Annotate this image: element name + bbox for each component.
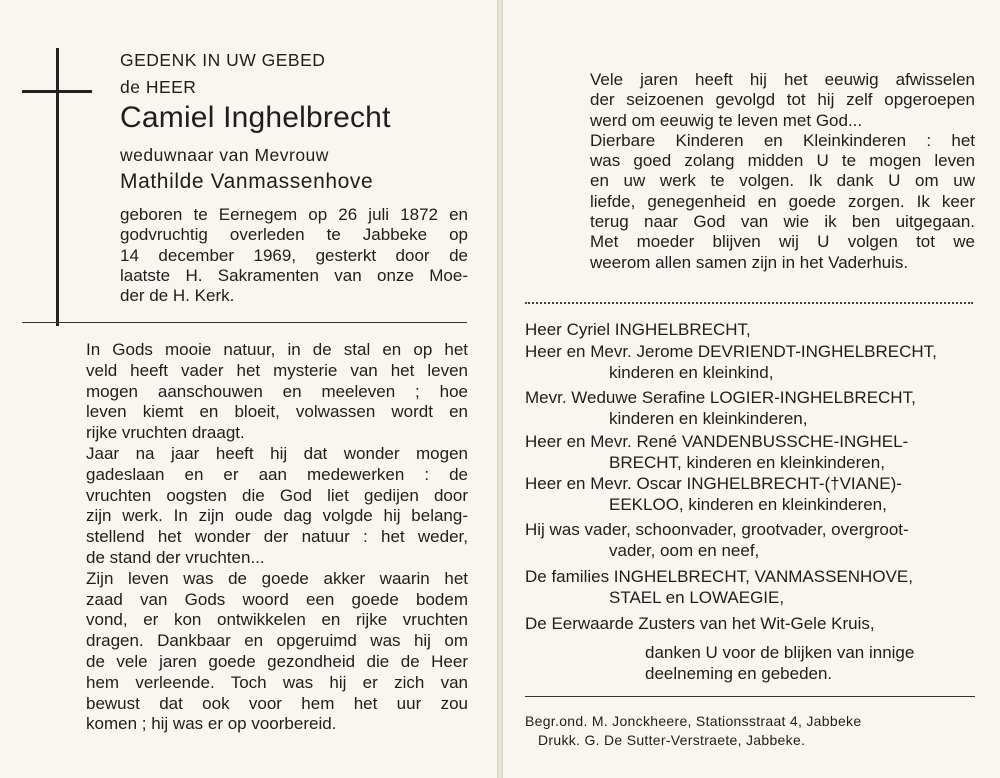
right-page	[503, 0, 1000, 778]
mourner-line: STAEL en LOWAEGIE,	[609, 588, 785, 607]
mourner-entry	[525, 566, 975, 608]
body-line: vond, er kon ontwikkelen en rijke vruchten	[86, 610, 468, 630]
undertaker-line: Begr.ond. M. Jonckheere, Stationsstraat 4, Jabbeke	[525, 713, 862, 729]
mourner-entry	[525, 319, 751, 340]
cross-arm	[22, 90, 92, 93]
body-line: werd om eeuwig te leven met God...	[590, 110, 863, 130]
left-page	[0, 0, 497, 778]
body-paragraph-right	[590, 70, 975, 273]
body-line: liefde, genegenheid en goede zorgen. Ik keer	[590, 191, 975, 211]
mourner-line: Heer en Mevr. René VANDENBUSSCHE-INGHEL-	[525, 432, 909, 451]
body-line: hem verleende. Toch was hij er zich van	[86, 672, 468, 692]
mourner-line: Heer en Mevr. Oscar INGHELBRECHT-(†VIANE)-	[525, 474, 902, 493]
mourner-line: vader, oom en neef,	[609, 541, 760, 560]
body-line: komen ; hij was er op voorbereid.	[86, 714, 337, 734]
body-line: Jaar na jaar heeft hij dat wonder mogen	[86, 443, 468, 463]
bio-line: laatste H. Sakramenten van onze Moe-	[120, 265, 468, 285]
mourner-line: De families INGHELBRECHT, VANMASSENHOVE,	[525, 567, 913, 586]
body-line: was goed zolang midden U te mogen leven	[590, 151, 975, 171]
bio-paragraph	[120, 205, 468, 306]
mourner-line: Mevr. Weduwe Serafine LOGIER-INGHELBRECHT,	[525, 388, 916, 407]
body-line: terug naar God van wie ik ben uitgegaan.	[590, 212, 975, 232]
body-line: zijn werk. In zijn oude dag volgde hij belang-	[86, 506, 468, 526]
remember-heading: GEDENK IN UW GEBED	[120, 50, 326, 70]
thanks-line: danken U voor de blijken van innige	[645, 643, 915, 662]
mourner-entry	[525, 473, 975, 515]
body-line: weerom allen samen zijn in het Vaderhuis.	[590, 252, 909, 272]
printer-line: Drukk. G. De Sutter-Verstraete, Jabbeke.	[538, 732, 806, 748]
body-line: der seizoenen gevolgd tot hij zelf opgeroepen	[590, 90, 975, 110]
mourner-line: De Eerwaarde Zusters van het Wit-Gele Kruis,	[525, 614, 875, 633]
body-line: dragen. Dankbaar en opgeruimd was hij om	[86, 631, 468, 651]
bio-line: geboren te Eernegem op 26 juli 1872 en	[120, 205, 468, 224]
divider	[22, 322, 467, 323]
mourner-line: Hij was vader, schoonvader, grootvader, overgroot-	[525, 520, 909, 539]
body-line: leven kiemt en bloeit, volwassen wordt en	[86, 402, 468, 422]
deceased-name: Camiel Inghelbrecht	[120, 101, 391, 134]
thanks-line: deelneming en gebeden.	[645, 664, 833, 683]
body-line: Vele jaren heeft hij het eeuwig afwisselen	[590, 70, 975, 89]
mourner-entry	[525, 519, 975, 561]
body-line: veld heeft vader het mysterie van het leven	[86, 360, 468, 380]
body-line: rijke vruchten draagt.	[86, 423, 245, 443]
mourner-line: kinderen en kleinkind,	[609, 363, 774, 382]
body-line: gadeslaan en er aan medewerken : de	[86, 464, 468, 484]
body-line: Met moeder blijven wij U volgen tot we	[590, 232, 975, 252]
body-line: mogen aanschouwen en meeleven ; hoe	[86, 381, 468, 401]
mourner-line: EEKLOO, kinderen en kleinkinderen,	[609, 495, 887, 514]
mourner-line: Heer Cyriel INGHELBRECHT,	[525, 320, 751, 339]
mourner-entry	[525, 387, 975, 429]
body-line: en uw werk te volgen. Ik dank U om uw	[590, 171, 975, 191]
body-line: de vele jaren goede gezondheid die de Heer	[86, 651, 468, 671]
body-line: bewust dat ook voor hem het uur zou	[86, 693, 468, 713]
mourner-entry	[525, 613, 975, 634]
body-line: de stand der vruchten...	[86, 547, 265, 567]
title-heer: de HEER	[120, 77, 197, 97]
body-line: Dierbare Kinderen en Kleinkinderen : het	[590, 130, 975, 150]
mourner-line: BRECHT, kinderen en kleinkinderen,	[609, 453, 885, 472]
bio-line: godvruchtig overleden te Jabbeke op	[120, 225, 468, 245]
body-paragraph-left	[86, 340, 468, 735]
divider	[525, 696, 975, 697]
widower-line: weduwnaar van Mevrouw	[120, 145, 329, 165]
body-line: stellend het wonder der natuur : het weder,	[86, 527, 468, 547]
mourner-line: Heer en Mevr. Jerome DEVRIENDT-INGHELBRECHT,	[525, 342, 937, 361]
bio-line: 14 december 1969, gesterkt door de	[120, 245, 468, 265]
printer-info	[525, 712, 861, 750]
body-line: vruchten oogsten die God liet gedijen door	[86, 485, 468, 505]
mourner-line: kinderen en kleinkinderen,	[609, 409, 808, 428]
thanks-block	[645, 642, 914, 684]
divider	[525, 302, 973, 304]
mourner-entry	[525, 431, 975, 473]
mourner-entry	[525, 341, 975, 383]
bio-line: der de H. Kerk.	[120, 286, 235, 306]
body-line: Zijn leven was de goede akker waarin het	[86, 568, 468, 588]
spouse-name: Mathilde Vanmassenhove	[120, 170, 374, 193]
body-line: In Gods mooie natuur, in de stal en op het	[86, 340, 468, 359]
body-line: zaad van Gods woord een goede bodem	[86, 589, 468, 609]
